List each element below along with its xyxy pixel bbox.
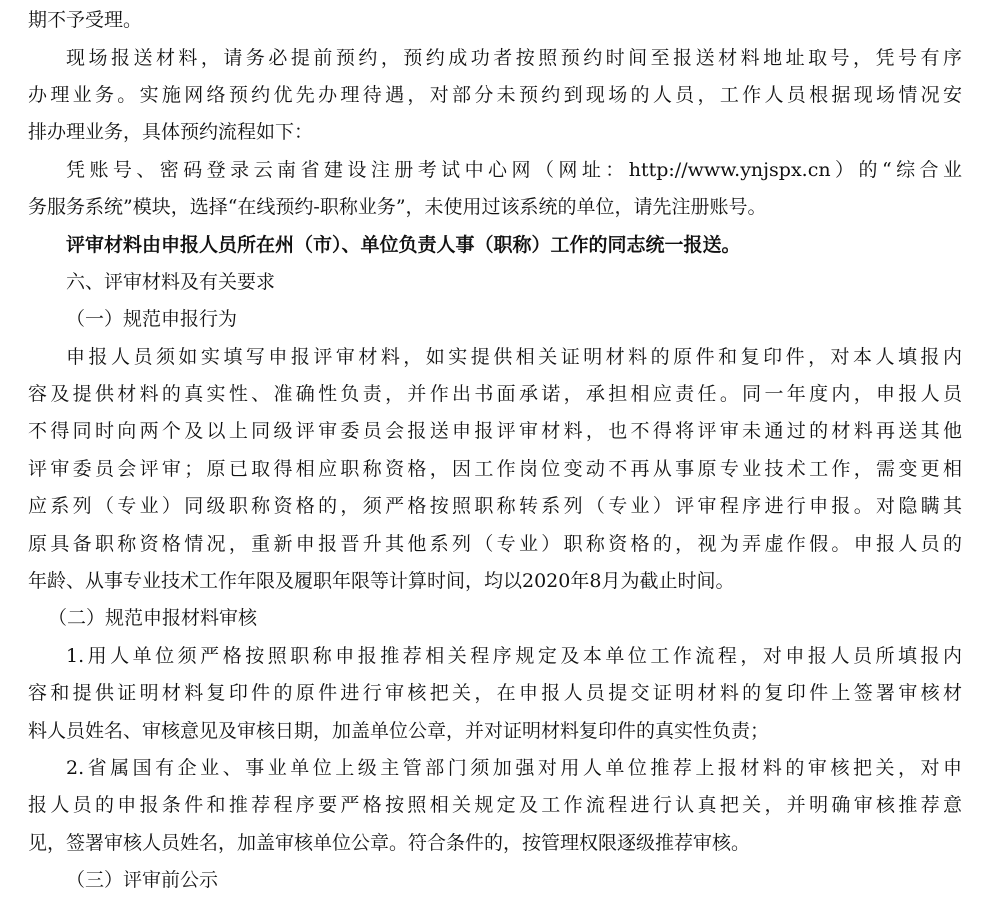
text-line: 料人员姓名、审核意见及审核日期，加盖单位公章，并对证明材料复印件的真实性负责； bbox=[28, 720, 770, 742]
line-text: 容及提供材料的真实性、准确性负责，并作出书面承诺，承担相应责任。同一年度内，申报人员 bbox=[28, 383, 962, 405]
text-line bbox=[0, 77, 962, 114]
text-line: 务服务系统”模块，选择“在线预约-职称业务”，未使用过该系统的单位，请先注册账号。 bbox=[28, 196, 767, 218]
text-line bbox=[0, 750, 962, 787]
section-heading-6: 六、评审材料及有关要求 bbox=[66, 271, 276, 293]
text-line bbox=[0, 675, 962, 712]
text-line: 期不予受理。 bbox=[28, 9, 143, 31]
line-text: 评审委员会评审；原已取得相应职称资格，因工作岗位变动不再从事原专业技术工作，需变更相 bbox=[28, 458, 962, 480]
line-text: 不得同时向两个及以上同级评审委员会报送申报评审材料，也不得将评审未通过的材料再送其他 bbox=[28, 420, 962, 442]
text-line bbox=[0, 152, 962, 189]
line-text: 凭账号、密码登录云南省建设注册考试中心网（网址：http://www.ynjspx.cn）的“综合业 bbox=[66, 159, 962, 181]
line-text: 报人员的申报条件和推荐程序要严格按照相关规定及工作流程进行认真把关，并明确审核推荐意 bbox=[28, 794, 962, 816]
text-line: 见，签署审核人员姓名，加盖审核单位公章。符合条件的，按管理权限逐级推荐审核。 bbox=[28, 832, 751, 854]
subsection-heading-1: （一）规范申报行为 bbox=[66, 308, 238, 330]
text-line bbox=[0, 526, 962, 563]
text-line bbox=[0, 488, 962, 525]
line-text: 原具备职称资格情况，重新申报晋升其他系列（专业）职称资格的，视为弄虚作假。申报人员的 bbox=[28, 533, 962, 555]
text-line bbox=[0, 339, 962, 376]
text-line bbox=[0, 40, 962, 77]
text-line bbox=[0, 413, 962, 450]
subsection-heading-3: （三）评审前公示 bbox=[66, 869, 219, 891]
line-text: 应系列（专业）同级职称资格的，须严格按照职称转系列（专业）评审程序进行申报。对隐瞒其 bbox=[28, 495, 962, 517]
line-text: 申报人员须如实填写申报评审材料，如实提供相关证明材料的原件和复印件，对本人填报内 bbox=[66, 346, 962, 368]
line-text: 容和提供证明材料复印件的原件进行审核把关，在申报人员提交证明材料的复印件上签署审核材 bbox=[28, 682, 962, 704]
line-text: 2.省属国有企业、事业单位上级主管部门须加强对用人单位推荐上报材料的审核把关，对申 bbox=[66, 757, 962, 779]
text-line: 排办理业务，具体预约流程如下： bbox=[28, 121, 314, 143]
text-line bbox=[0, 638, 962, 675]
text-line bbox=[0, 787, 962, 824]
bold-notice-line: 评审材料由申报人员所在州（市）、单位负责人事（职称）工作的同志统一报送。 bbox=[66, 234, 741, 256]
line-text: 办理业务。实施网络预约优先办理待遇，对部分未预约到现场的人员，工作人员根据现场情况安 bbox=[28, 84, 962, 106]
text-line: 年龄、从事专业技术工作年限及履职年限等计算时间，均以2020年8月为截止时间。 bbox=[28, 570, 735, 592]
text-line bbox=[0, 376, 962, 413]
text-line bbox=[0, 451, 962, 488]
subsection-heading-2: （二）规范申报材料审核 bbox=[48, 607, 258, 629]
line-text: 1.用人单位须严格按照职称申报推荐相关程序规定及本单位工作流程，对申报人员所填报内 bbox=[66, 645, 962, 667]
line-text: 现场报送材料，请务必提前预约，预约成功者按照预约时间至报送材料地址取号，凭号有序 bbox=[66, 47, 962, 69]
